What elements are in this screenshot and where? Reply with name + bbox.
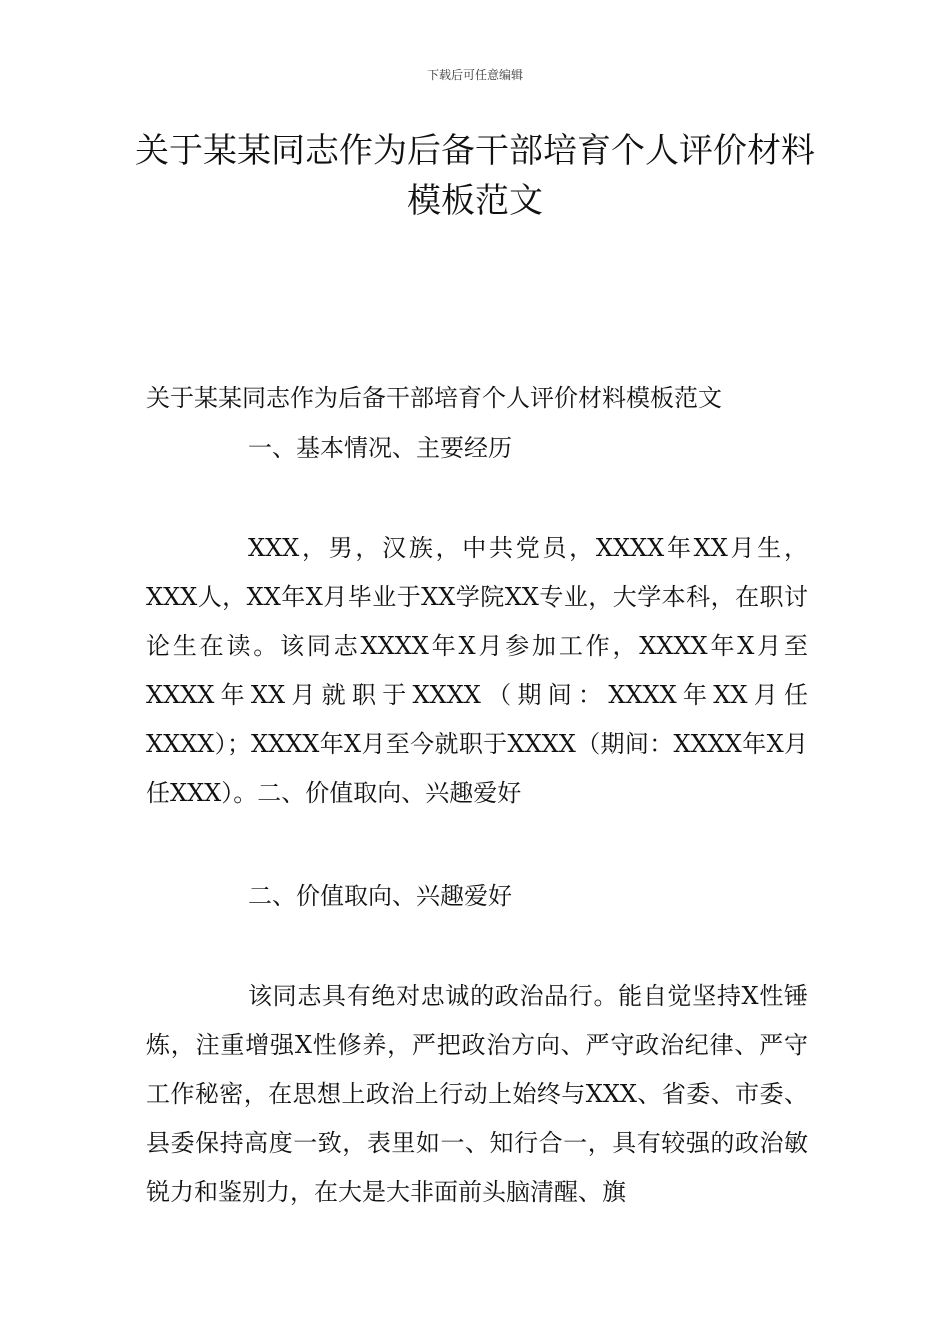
section-heading-values: 二、价值取向、兴趣爱好 xyxy=(248,882,512,910)
document-title: 关于某某同志作为后备干部培育个人评价材料模板范文 xyxy=(135,131,815,221)
subtitle-line: 关于某某同志作为后备干部培育个人评价材料模板范文 xyxy=(146,384,722,412)
paragraph-values: 该同志具有绝对忠诚的政治品行。能自觉坚持X性锤炼，注重增强X性修养，严把政治方向、严守政治纪律、严守工作秘密，在思想上政治上行动上始终与XXX、省委、市委、县委保持高度一致，表里如一、知行合一，具有较强的政治敏锐力和鉴别力，在大是大非面前头脑清醒、旗 xyxy=(146,982,808,1206)
paragraph-basic-info: XXX，男，汉族，中共党员，XXXX年XX月生，XXX人，XX年X月毕业于XX学院XX专业，大学本科，在职讨论生在读。该同志XXXX年X月参加工作，XXXX年X月至XXXX年XX月就职于XXXX（期间：XXXX年XX月任XXXX）；XXXX年X月至今就职于XXXX（期间：XXXX年X月任XXX）。二、价值取向、兴趣爱好 xyxy=(146,534,808,807)
section-heading-basic-info: 一、基本情况、主要经历 xyxy=(248,434,512,462)
header-note: 下载后可任意编辑 xyxy=(426,68,523,82)
